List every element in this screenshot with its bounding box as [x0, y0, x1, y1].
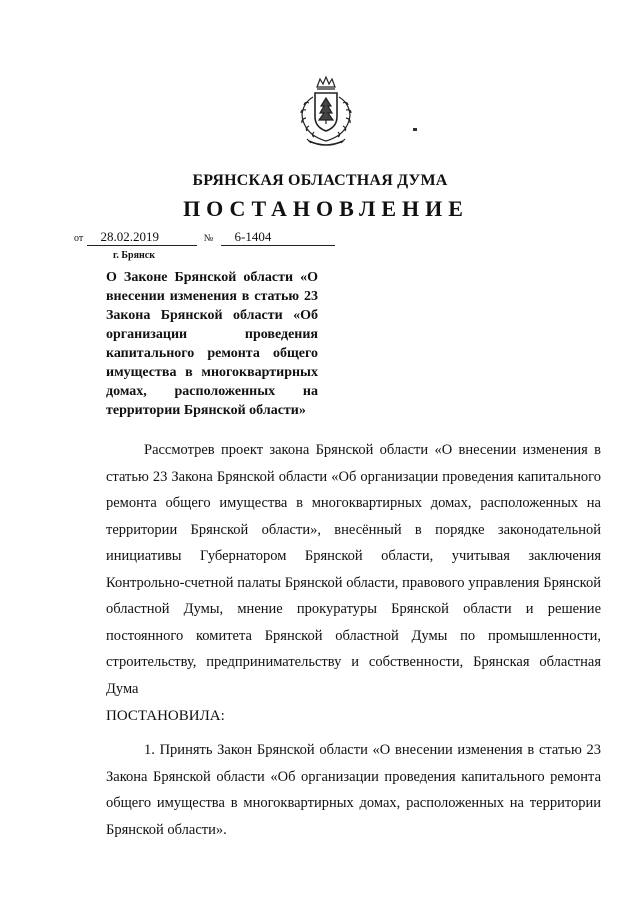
document-meta: [74, 229, 335, 246]
scan-mark: [413, 128, 417, 131]
resolution-heading: ПОСТАНОВИЛА:: [106, 708, 225, 724]
document-date: 28.02.2019: [87, 229, 197, 246]
coat-of-arms-icon: [285, 73, 367, 155]
number-label: №: [203, 233, 214, 244]
organization-name: БРЯНСКАЯ ОБЛАСТНАЯ ДУМА: [192, 172, 448, 189]
document-subject: О Законе Брянской области «О внесении изменения в статью 23 Закона Брянской области «Об организации проведения капитального ремонта общего имущества в многоквартирных домах, расположенных на территории Брянской области»: [106, 270, 318, 418]
document-city: г. Брянск: [113, 250, 155, 261]
date-label: от: [74, 233, 84, 244]
resolution-item-1: 1. Принять Закон Брянской области «О внесении изменения в статью 23 Закона Брянской области «Об организации проведения капитального ремонта общего имущества в многоквартирных домах, расположенных на территории Брянской области».: [106, 742, 601, 838]
document-number: 6-1404: [221, 229, 335, 246]
document-type-title: ПОСТАНОВЛЕНИЕ: [183, 196, 469, 221]
preamble-paragraph: Рассмотрев проект закона Брянской области «О внесении изменения в статью 23 Закона Брянской области «Об организации проведения капитального ремонта общего имущества в многоквартирных домах, расположенных на территории Брянской области», внесённый в порядке законодательной инициативы Губернатором Брянской области, учитывая заключения Контрольно-счетной палаты Брянской области, правового управления Брянской областной Думы, мнение прокуратуры Брянской области и решение постоянного комитета Брянской областной Думы по промышленности, строительству, предпринимательству и собственности, Брянская областная Дума: [106, 442, 601, 697]
